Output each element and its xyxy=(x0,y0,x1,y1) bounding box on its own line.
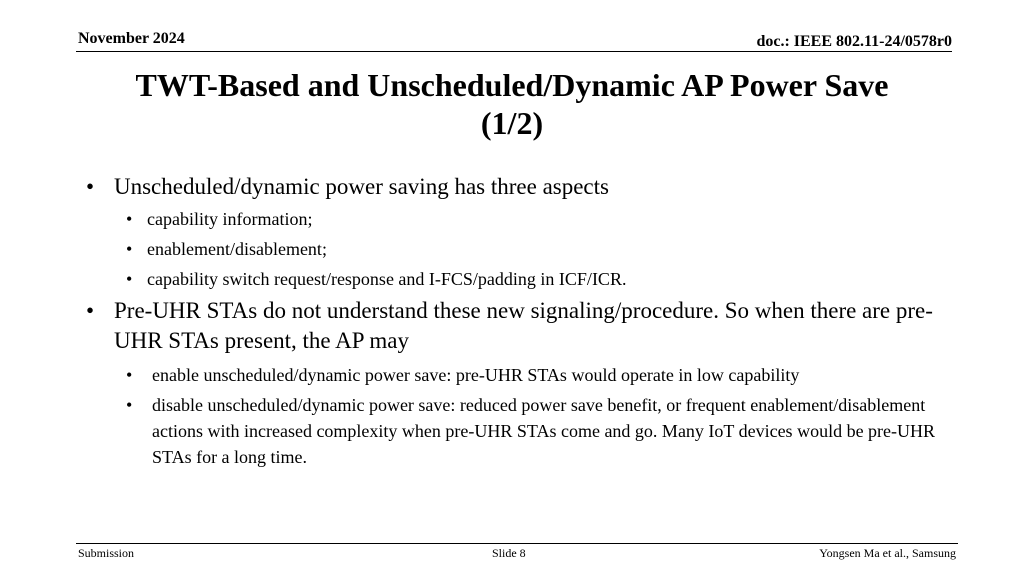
bullet-2-text: Pre-UHR STAs do not understand these new signaling/procedure. So when there are pre-UHR STAs present, the AP may xyxy=(114,298,933,353)
slide-body xyxy=(86,172,946,470)
sub-bullet-1-2 xyxy=(86,236,946,262)
footer-author: Yongsen Ma et al., Samsung xyxy=(819,546,956,560)
header-date: November 2024 xyxy=(78,30,185,47)
footer-submission: Submission xyxy=(78,546,135,560)
bullet-dot-icon: • xyxy=(126,269,133,289)
slide-title-line-2: (1/2) xyxy=(480,105,544,141)
sub-bullet-1-1 xyxy=(86,206,946,232)
bullet-1 xyxy=(86,172,946,202)
sub-bullet-2-2 xyxy=(86,392,946,470)
sub-bullet-text: capability switch request/response and I-FCS/padding in ICF/ICR. xyxy=(147,269,627,289)
slide-title-line-1: TWT-Based and Unscheduled/Dynamic AP Power Save xyxy=(135,67,889,103)
sub-bullet-2-1 xyxy=(86,362,946,388)
sub-bullet-1-3 xyxy=(86,266,946,292)
bullet-dot-icon: • xyxy=(126,209,133,229)
sub-bullet-text: enable unscheduled/dynamic power save: pre-UHR STAs would operate in low capability xyxy=(152,365,800,385)
sub-bullet-text: capability information; xyxy=(147,209,313,229)
bullet-dot-icon: • xyxy=(86,298,95,323)
bullet-dot-icon: • xyxy=(126,395,133,415)
slide-title xyxy=(80,66,944,142)
document-id: doc.: IEEE 802.11-24/0578r0 xyxy=(756,33,952,50)
slide-number: Slide 8 xyxy=(492,546,526,560)
header-divider xyxy=(76,51,952,52)
bullet-dot-icon: • xyxy=(126,365,133,385)
bullet-2 xyxy=(86,296,946,356)
bullet-dot-icon: • xyxy=(86,174,95,199)
bullet-dot-icon: • xyxy=(126,239,133,259)
footer-divider xyxy=(76,543,958,544)
bullet-1-text: Unscheduled/dynamic power saving has three aspects xyxy=(114,174,609,199)
sub-bullet-text: disable unscheduled/dynamic power save: reduced power save benefit, or frequent enablement/disablement actions with increased complexity when pre-UHR STAs come and go. Many IoT devices would be pre-UHR STAs for a long time. xyxy=(152,395,936,467)
sub-bullet-text: enablement/disablement; xyxy=(147,239,327,259)
